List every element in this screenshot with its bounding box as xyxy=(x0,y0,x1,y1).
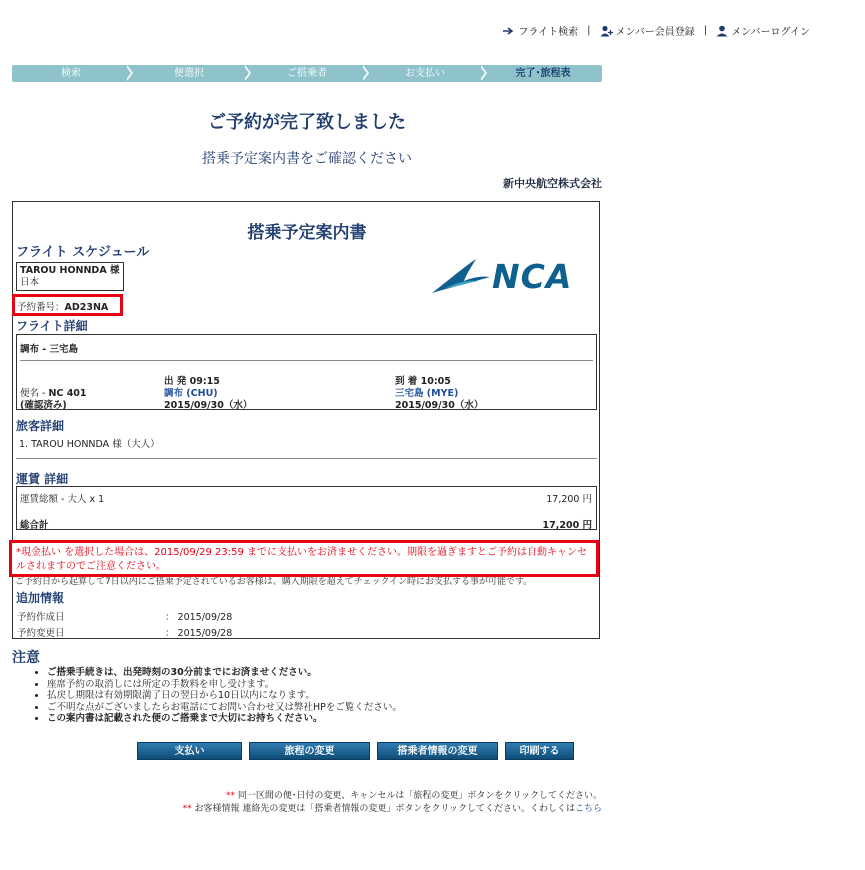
booking-number-row xyxy=(17,299,108,313)
progress-steps xyxy=(12,65,602,82)
passenger-line: 1. TAROU HONNDA 様（大人） xyxy=(19,439,160,450)
divider xyxy=(20,360,593,361)
flight-label: 便名 - xyxy=(20,388,49,399)
arrival-time: 到 着 10:05 xyxy=(395,376,451,387)
divider xyxy=(16,458,597,459)
nav-separator: | xyxy=(587,25,591,36)
pay-button[interactable]: 支払い xyxy=(137,742,242,760)
passenger-name: TAROU HONNDA 様 xyxy=(20,265,120,276)
change-passenger-button[interactable]: 搭乗者情報の変更 xyxy=(377,742,498,760)
passenger-detail-heading: 旅客詳細 xyxy=(16,419,65,433)
step-complete: 完了･旅程表 xyxy=(515,68,571,79)
note-item: • ご搭乗手続きは、出発時刻の30分前までにお済ませください。 xyxy=(47,667,402,679)
step-search: 検索 xyxy=(12,65,130,82)
step-payment: お支払い xyxy=(366,65,484,82)
flight-detail-box xyxy=(16,334,597,410)
page-title: ご予約が完了致しました xyxy=(208,112,406,133)
passenger-country: 日本 xyxy=(20,277,40,288)
note-item: • ご不明な点がございましたらお電話にてお問い合わせ又は弊社HPをご覧ください。 xyxy=(47,702,402,714)
passenger-card xyxy=(16,262,124,291)
fare-detail-box xyxy=(16,486,597,530)
booking-label: 予約番号： xyxy=(17,302,65,313)
booking-number: AD23NA xyxy=(64,302,109,313)
route: 調布 - 三宅島 xyxy=(20,344,79,355)
note-item: • この案内書は記載された便のご搭乗まで大切にお持ちください。 xyxy=(47,713,402,725)
page-subtitle: 搭乗予定案内書をご確認ください xyxy=(202,151,412,167)
nav-flight-search[interactable] xyxy=(503,23,578,38)
nav-separator: | xyxy=(703,25,708,36)
modified-value: ： 2015/09/28 xyxy=(165,628,233,639)
logo-text: NCA xyxy=(492,257,573,296)
modified-label: 予約変更日 xyxy=(17,628,65,639)
arrival-airport: 三宅島 (MYE) xyxy=(395,388,459,399)
itinerary-title: 搭乗予定案内書 xyxy=(247,223,367,243)
note-item: • 座席予約の取消しには所定の手数料を申し受けます。 xyxy=(47,679,402,691)
step-flight-select: 便選択 xyxy=(130,65,248,82)
flight-detail-heading: フライト詳細 xyxy=(16,319,88,333)
total-value: 17,200 円 xyxy=(542,520,592,531)
total-label: 総合計 xyxy=(20,520,49,531)
created-value: ： 2015/09/28 xyxy=(165,612,233,623)
extra-info-heading: 追加情報 xyxy=(16,591,65,605)
step-passenger: ご搭乗者 xyxy=(248,65,366,82)
user-icon xyxy=(716,25,728,37)
departure-date: 2015/09/30（水） xyxy=(164,400,253,411)
footer-line-2 xyxy=(183,801,602,814)
plane-icon xyxy=(503,26,515,36)
nav-member-login[interactable] xyxy=(716,23,810,38)
warning-text: *現金払い を選択した場合は、2015/09/29 23:59 までに支払いをお済ませください。期限を過ぎますとご予約は自動キャンセルされますのでご注意ください。 xyxy=(16,547,587,572)
change-itinerary-button[interactable]: 旅程の変更 xyxy=(249,742,370,760)
fare-row-value: 17,200 円 xyxy=(546,494,592,505)
notes-list xyxy=(33,667,402,725)
footer-marker: ** xyxy=(182,804,192,814)
nav-member-register-label: メンバー会員登録 xyxy=(615,27,695,38)
footer-link[interactable]: こちら xyxy=(574,804,602,814)
partial-note: ご予約日から起算して7日以内にご搭乗予定されているお客様は、購入期限を超えてチェックイン時にお支払する事が可能です。 xyxy=(15,577,533,586)
footer-line-2-text: お客様情報 連絡先の変更は「搭乗者情報の変更」ボタンをクリックしてください。くわしくは xyxy=(191,804,575,814)
notes-heading: 注意 xyxy=(12,650,40,666)
created-label: 予約作成日 xyxy=(17,612,65,623)
footer-line-1 xyxy=(226,788,602,801)
schedule-heading: フライト スケジュール xyxy=(16,245,150,260)
fare-row-label: 運賃総額 - 大人 x 1 xyxy=(20,494,105,505)
arrival-date: 2015/09/30（水） xyxy=(395,400,484,411)
departure-time: 出 発 09:15 xyxy=(164,376,220,387)
nav-flight-search-label: フライト検索 xyxy=(518,27,579,38)
nav-member-register[interactable] xyxy=(600,23,695,38)
nav-member-login-label: メンバーログイン xyxy=(731,27,810,38)
flight-number: NC 401 xyxy=(48,388,87,399)
company-name: 新中央航空株式会社 xyxy=(503,177,602,190)
footer-marker: ** xyxy=(225,791,235,801)
print-button[interactable]: 印刷する xyxy=(505,742,574,760)
departure-airport: 調布 (CHU) xyxy=(164,388,218,399)
add-member-icon xyxy=(600,25,613,37)
note-item: • 払戻し期限は有効期限満了日の翌日から10日以内になります。 xyxy=(47,690,402,702)
footer-line-1-text: 同一区間の便･日付の変更、キャンセルは「旅程の変更」ボタンをクリックしてください。 xyxy=(234,791,602,801)
fare-detail-heading: 運賃 詳細 xyxy=(16,472,69,486)
cash-payment-warning xyxy=(9,540,599,577)
nca-logo xyxy=(430,255,594,297)
flight-status: (確認済み) xyxy=(20,400,67,411)
top-navigation xyxy=(503,23,810,38)
